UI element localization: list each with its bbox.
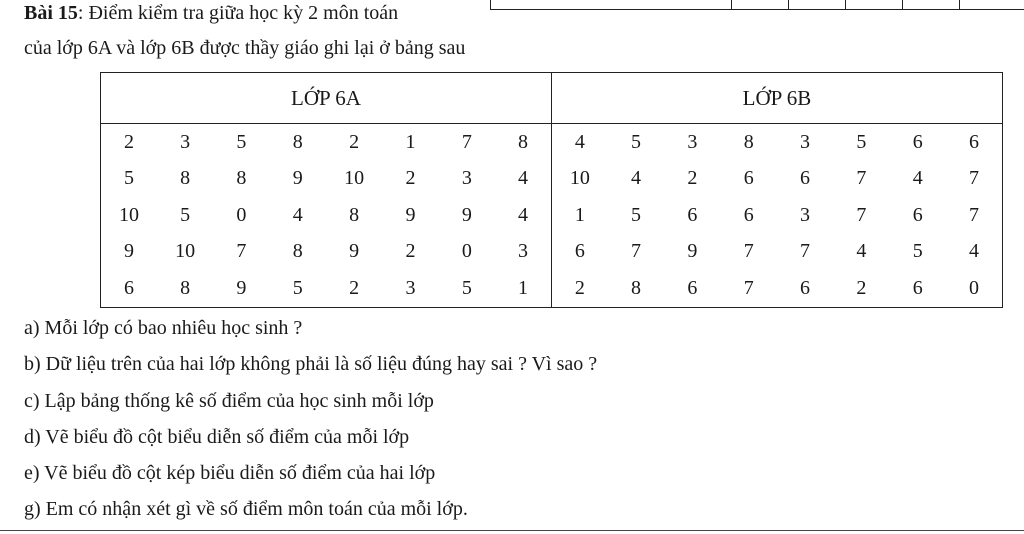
score-cell: 3 [180, 130, 191, 153]
score-cell: 4 [630, 167, 641, 190]
score-cell: 6 [687, 203, 698, 226]
score-cell: 5 [630, 203, 641, 226]
table-row [101, 234, 1003, 271]
score-cell: 5 [439, 270, 495, 307]
score-cell: 7 [721, 270, 777, 307]
score-cell: 9 [687, 240, 698, 263]
score-cell: 6 [101, 270, 157, 307]
question-g: g) Em có nhận xét gì về số điểm môn toán của mỗi lớp. [24, 498, 468, 521]
score-cell: 9 [213, 270, 269, 307]
score-cell: 5 [180, 203, 191, 226]
score-cell: 8 [292, 130, 303, 153]
score-cell: 5 [856, 130, 867, 153]
question-e: e) Vẽ biểu đồ cột kép biểu diễn số điểm của hai lớp [24, 462, 436, 485]
score-cell: 0 [236, 203, 247, 226]
score-cell: 7 [946, 197, 1003, 234]
score-cell: 10 [551, 161, 607, 198]
problem-title [24, 2, 398, 25]
score-cell: 2 [551, 270, 607, 307]
score-cell: 5 [236, 130, 247, 153]
score-cell: 7 [461, 130, 472, 153]
problem-subtitle: của lớp 6A và lớp 6B được thầy giáo ghi lại ở bảng sau [24, 37, 466, 59]
bottom-divider [0, 530, 1024, 531]
class-6b-header: LỚP 6B [551, 73, 1002, 124]
score-cell: 6 [551, 234, 607, 271]
question-d: d) Vẽ biểu đồ cột biểu diễn số điểm của mỗi lớp [24, 425, 410, 448]
score-cell: 8 [180, 167, 191, 190]
score-cell: 1 [405, 130, 416, 153]
score-cell: 5 [630, 130, 641, 153]
score-cell: 2 [405, 167, 416, 190]
score-cell: 2 [101, 124, 157, 161]
score-cell: 2 [687, 167, 698, 190]
table-row [101, 161, 1003, 198]
score-cell: 6 [912, 130, 923, 153]
question-b: b) Dữ liệu trên của hai lớp không phải là số liệu đúng hay sai ? Vì sao ? [24, 353, 598, 376]
cropped-table-fragment [490, 0, 1024, 10]
score-cell: 7 [946, 161, 1003, 198]
score-cell: 3 [382, 270, 438, 307]
score-cell: 6 [777, 270, 833, 307]
score-cell: 6 [664, 270, 720, 307]
score-cell: 6 [743, 203, 754, 226]
score-cell: 8 [349, 203, 360, 226]
score-cell: 7 [856, 203, 867, 226]
score-cell: 1 [551, 197, 607, 234]
scores-table-body [101, 124, 1003, 308]
score-cell: 4 [517, 167, 528, 190]
score-cell: 8 [517, 130, 528, 153]
score-cell: 5 [270, 270, 326, 307]
score-cell: 6 [946, 124, 1003, 161]
score-cell: 0 [461, 240, 472, 263]
score-cell: 6 [743, 167, 754, 190]
score-cell: 8 [608, 270, 664, 307]
scores-table [100, 72, 1003, 308]
question-a: a) Mỗi lớp có bao nhiêu học sinh ? [24, 317, 303, 339]
problem-number: Bài 15 [24, 2, 78, 24]
score-cell: 7 [630, 240, 641, 263]
score-cell: 7 [856, 167, 867, 190]
score-cell: 8 [292, 240, 303, 263]
score-cell: 5 [101, 161, 157, 198]
score-cell: 2 [833, 270, 889, 307]
score-cell: 6 [890, 270, 946, 307]
score-cell: 8 [157, 270, 213, 307]
score-cell: 10 [175, 240, 196, 263]
questions-list [24, 310, 597, 528]
score-cell: 1 [495, 270, 551, 307]
score-cell: 2 [349, 130, 360, 153]
score-cell: 7 [800, 240, 811, 263]
score-cell: 4 [292, 203, 303, 226]
score-cell: 8 [236, 167, 247, 190]
score-cell: 4 [856, 240, 867, 263]
score-cell: 8 [743, 130, 754, 153]
score-cell: 3 [687, 130, 698, 153]
score-cell: 7 [743, 240, 754, 263]
table-row [101, 270, 1003, 307]
score-cell: 5 [912, 240, 923, 263]
score-cell: 9 [405, 203, 416, 226]
score-cell: 3 [461, 167, 472, 190]
score-cell: 10 [101, 197, 157, 234]
score-cell: 2 [326, 270, 382, 307]
score-cell: 9 [461, 203, 472, 226]
score-cell: 7 [236, 240, 247, 263]
score-cell: 6 [912, 203, 923, 226]
score-cell: 2 [405, 240, 416, 263]
score-cell: 3 [517, 240, 528, 263]
score-cell: 10 [344, 167, 365, 190]
score-cell: 4 [946, 234, 1003, 271]
class-6a-header: LỚP 6A [101, 73, 552, 124]
score-cell: 6 [800, 167, 811, 190]
problem-title-text: : Điểm kiểm tra giữa học kỳ 2 môn toán [77, 2, 399, 24]
score-cell: 9 [101, 234, 157, 271]
score-cell: 4 [912, 167, 923, 190]
table-row [101, 197, 1003, 234]
score-cell: 9 [349, 240, 360, 263]
score-cell: 3 [800, 130, 811, 153]
score-cell: 9 [292, 167, 303, 190]
score-cell: 0 [946, 270, 1003, 307]
question-c: c) Lập bảng thống kê số điểm của học sinh mỗi lớp [24, 389, 434, 412]
score-cell: 4 [551, 124, 607, 161]
score-cell: 3 [800, 203, 811, 226]
score-cell: 4 [517, 203, 528, 226]
table-row [101, 124, 1003, 161]
